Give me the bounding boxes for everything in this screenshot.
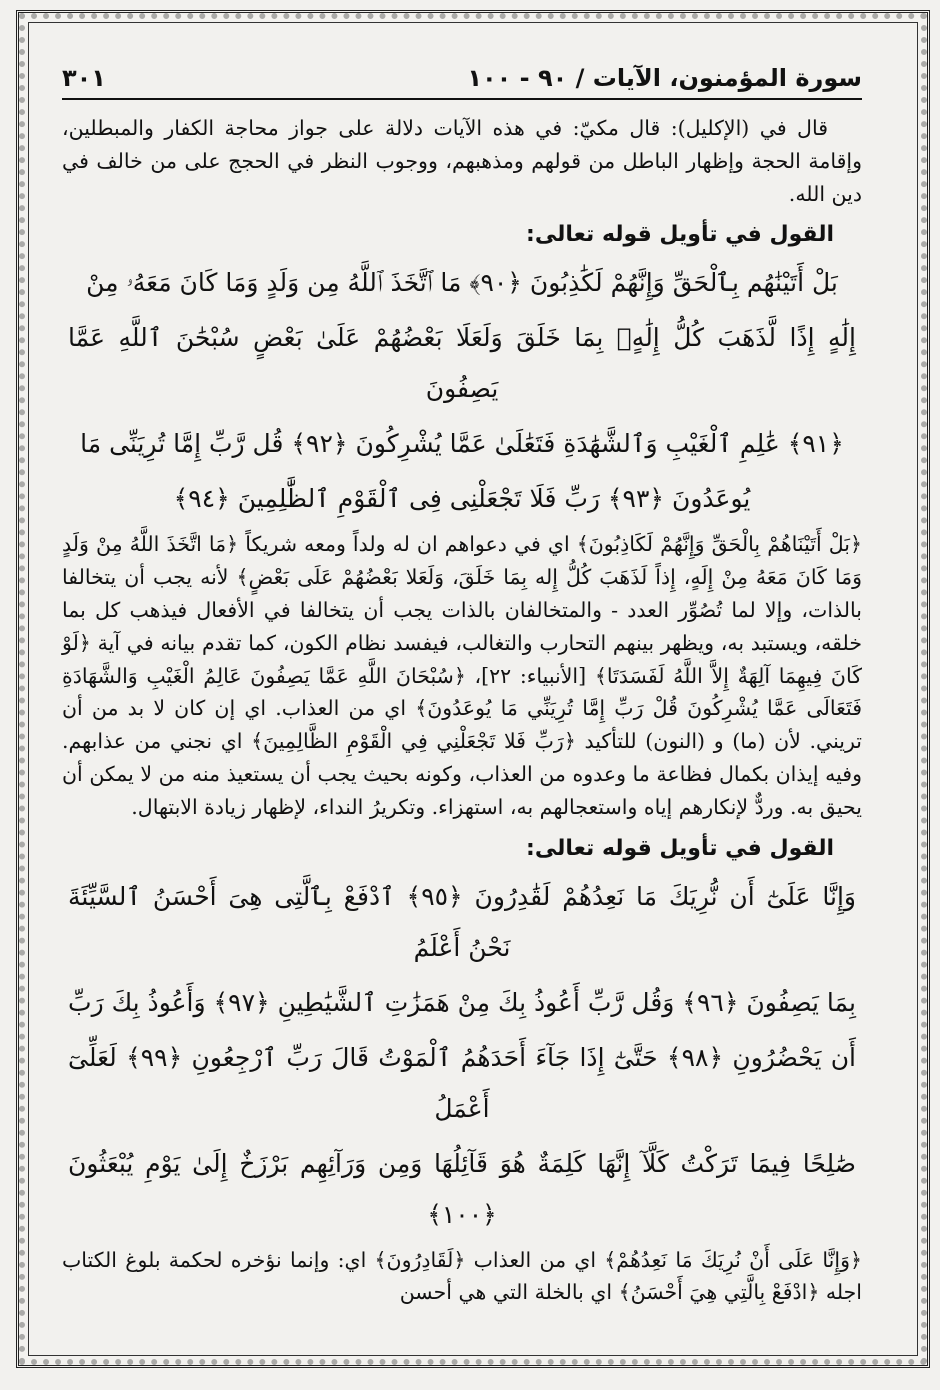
- surah-title: سورة المؤمنون، الآيات / ٩٠ - ١٠٠: [467, 64, 862, 92]
- quran-verses-2: [62, 871, 862, 1240]
- verse-line: إِلَٰهٍ إِذًا لَّذَهَبَ كُلُّ إِلَٰهٍۭ بِمَا خَلَقَ وَلَعَلَا بَعْضُهُمْ عَلَىٰ بَعْضٍ سُبْحَٰنَ ٱللَّهِ عَمَّا يَصِفُونَ: [68, 323, 856, 404]
- verse-line: بَلْ أَتَيْنَٰهُم بِٱلْحَقِّ وَإِنَّهُمْ لَكَٰذِبُونَ ﴿٩٠﴾ مَا ٱتَّخَذَ ٱللَّهُ مِن وَلَدٍ وَمَا كَانَ مَعَهُۥ مِنْ: [86, 268, 838, 298]
- verse-line: ﴿٩١﴾ عَٰلِمِ ٱلْغَيْبِ وَٱلشَّهَٰدَةِ فَتَعَٰلَىٰ عَمَّا يُشْرِكُونَ ﴿٩٢﴾ قُل رَّبِّ إِمَّا تُرِيَنِّى مَا: [80, 429, 844, 459]
- verse-line: صَٰلِحًا فِيمَا تَرَكْتُ كَلَّآ إِنَّهَا كَلِمَةٌ هُوَ قَآئِلُهَا وَمِن وَرَآئِهِم بَرْزَخٌ إِلَىٰ يَوْمِ يُبْعَثُونَ ﴿١٠٠﴾: [68, 1148, 856, 1229]
- section-heading-2: القول في تأويل قوله تعالى:: [526, 835, 834, 861]
- verse-line: بِمَا يَصِفُونَ ﴿٩٦﴾ وَقُل رَّبِّ أَعُوذُ بِكَ مِنْ هَمَزَٰتِ ٱلشَّيَٰطِينِ ﴿٩٧﴾ وَأَعُوذُ بِكَ رَبِّ: [68, 987, 856, 1017]
- verse-line: أَن يَحْضُرُونِ ﴿٩٨﴾ حَتَّىٰٓ إِذَا جَآءَ أَحَدَهُمُ ٱلْمَوْتُ قَالَ رَبِّ ٱرْجِعُونِ ﴿٩٩﴾ لَعَلِّىٓ أَعْمَلُ: [68, 1042, 856, 1123]
- running-header: [62, 56, 862, 100]
- commentary-paragraph-1: ﴿بَلْ أَتَيْنَاهُمْ بِالْحَقِّ وَإِنَّهُمْ لَكَاذِبُونَ﴾ اي في دعواهم ان له ولداً ومعه شريكاً ﴿مَا اتَّخَذَ اللَّهُ مِنْ وَلَدٍ وَمَا كَانَ مَعَهُ مِنْ إِلَهٍ، إِذاً لَذَهَبَ كُلُّ إِله بِمَا خَلَقَ، وَلَعَلا بَعْضُهُمْ عَلَى بَعْضٍ﴾ لأنه يجب أن يتخالفا بالذات، وإلا لما تُصُوِّر العدد - والمتخالفان بالذات يجب أن يتخالفا في الأفعال فيذهب كل بما خلقه، ويستبد به، ويظهر بينهم التحارب والتغالب، فيفسد نظام الكون، كما تقدم بيانه في آية ﴿لَوْ كَانَ فِيهِمَا آلِهَةٌ إِلاَّ اللَّهُ لَفَسَدَتَا﴾ [الأنبياء: ٢٢]، ﴿سُبْحَانَ اللَّهِ عَمَّا يَصِفُونَ عَالِمُ الْغَيْبِ وَالشَّهَادَةِ فَتَعَالَى عَمَّا يُشْرِكُونَ قُلْ رَبِّ إِمَّا تُرِيَنِّي مَا يُوعَدُونَ﴾ اي من العذاب. اي إن كان لا بد من أن تريني. لأن (ما) و (النون) للتأكيد ﴿رَبِّ فَلا تَجْعَلْنِي فِي الْقَوْمِ الظَّالِمِينَ﴾ اي نجني من عذابهم. وفيه إيذان بكمال فظاعة ما وعدوه من العذاب، وكونه بحيث يجب أن يستعيذ منه من لا يمكن أن يحيق به. وردٌّ لإنكارهم إياه واستعجالهم به، استهزاء. وتكريرُ النداء، لإظهار زيادة الابتهال.: [62, 532, 862, 819]
- verse-line: يُوعَدُونَ ﴿٩٣﴾ رَبِّ فَلَا تَجْعَلْنِى فِى ٱلْقَوْمِ ٱلظَّٰلِمِينَ ﴿٩٤﴾: [173, 484, 751, 514]
- verse-line: وَإِنَّا عَلَىٰٓ أَن نُّرِيَكَ مَا نَعِدُهُمْ لَقَٰدِرُونَ ﴿٩٥﴾ ٱدْفَعْ بِٱلَّتِى هِىَ أَحْسَنُ ٱلسَّيِّئَةَ نَحْنُ أَعْلَمُ: [68, 881, 856, 962]
- section-heading-1: القول في تأويل قوله تعالى:: [526, 222, 834, 248]
- commentary-paragraph-2: ﴿وَإِنَّا عَلَى أَنْ نُرِيَكَ مَا نَعِدُهُمْ﴾ اي من العذاب ﴿لَقَادِرُونَ﴾ اي: وإنما نؤخره لحكمة بلوغ الكتاب اجله ﴿ادْفَعْ بِالَّتِي هِيَ أَحْسَنُ﴾ اي بالخلة التي هي أحسن: [62, 1247, 862, 1305]
- quran-verses-1: [62, 257, 862, 524]
- intro-paragraph: قال في (الإكليل): قال مكيّ: في هذه الآيات دلالة على جواز محاجة الكفار والمبطلين، وإقامة الحجة وإظهار الباطل من قولهم ومذهبهم، ووجوب النظر في الحجج على من خالف في دين الله.: [62, 116, 862, 206]
- page-number: ٣٠١: [62, 64, 106, 92]
- page-content: [62, 56, 862, 1320]
